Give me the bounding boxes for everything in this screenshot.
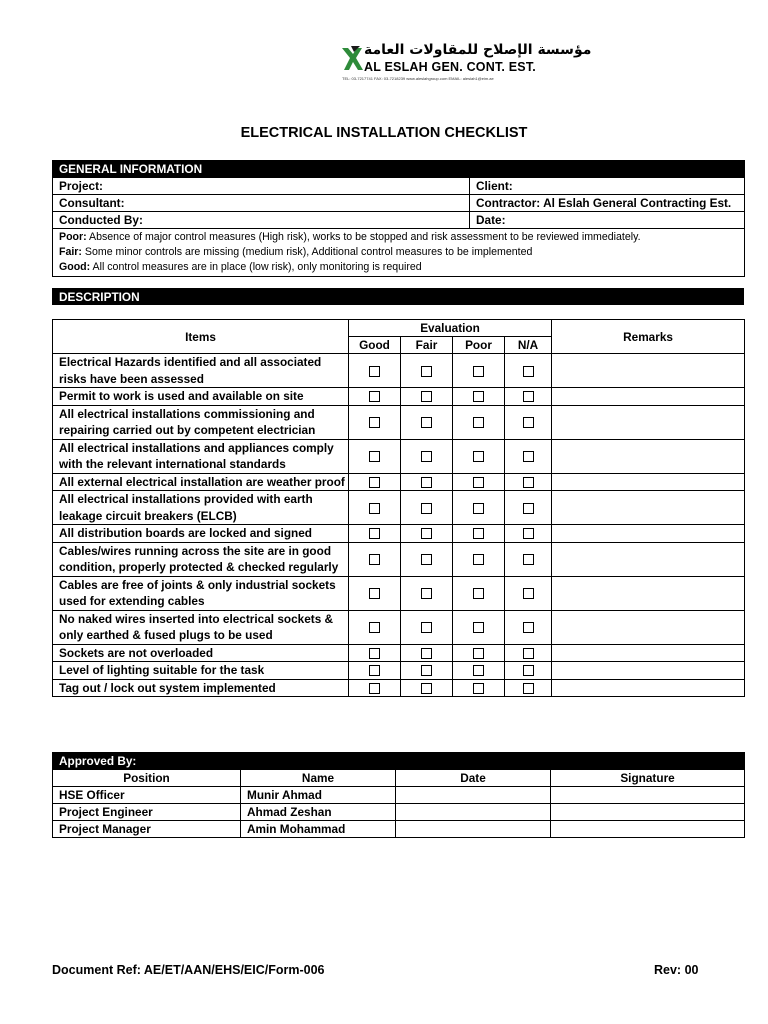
checkbox-cell-fair — [401, 439, 453, 473]
checkbox-poor[interactable] — [473, 477, 484, 488]
document-reference: Document Ref: AE/ET/AAN/EHS/EIC/Form-006 — [52, 963, 325, 977]
checkbox-fair[interactable] — [421, 391, 432, 402]
table-row — [53, 388, 745, 406]
checkbox-na[interactable] — [523, 528, 534, 539]
checkbox-poor[interactable] — [473, 554, 484, 565]
checkbox-cell-poor — [453, 662, 505, 680]
checkbox-cell-fair — [401, 473, 453, 491]
approved-by-header: Approved By: — [53, 753, 745, 770]
checkbox-poor[interactable] — [473, 683, 484, 694]
checkbox-good[interactable] — [369, 528, 380, 539]
company-name-latin: AL ESLAH GEN. CONT. EST. — [364, 60, 536, 74]
checklist-item-label: Sockets are not overloaded — [53, 644, 349, 662]
checkbox-cell-good — [349, 576, 401, 610]
checkbox-cell-poor — [453, 525, 505, 543]
checkbox-na[interactable] — [523, 477, 534, 488]
checkbox-cell-good — [349, 525, 401, 543]
approval-name: Ahmad Zeshan — [241, 804, 396, 821]
checkbox-cell-na — [505, 576, 552, 610]
remarks-cell[interactable] — [552, 576, 745, 610]
checkbox-fair[interactable] — [421, 622, 432, 633]
checkbox-poor[interactable] — [473, 451, 484, 462]
approval-signature-cell[interactable] — [551, 804, 745, 821]
client-field[interactable]: Client: — [470, 178, 745, 195]
checkbox-poor[interactable] — [473, 622, 484, 633]
approval-signature-cell[interactable] — [551, 787, 745, 804]
checkbox-cell-good — [349, 610, 401, 644]
date-column-header: Date — [396, 770, 551, 787]
company-contact-line: TEL: 03-7217741 FAX: 03-7218239 www.aleslahgroup.com EMAIL: aleslah1@eim.ae — [342, 76, 494, 81]
checkbox-cell-good — [349, 473, 401, 491]
checkbox-good[interactable] — [369, 588, 380, 599]
checkbox-poor[interactable] — [473, 417, 484, 428]
remarks-cell[interactable] — [552, 473, 745, 491]
checkbox-poor[interactable] — [473, 366, 484, 377]
checkbox-cell-good — [349, 439, 401, 473]
checkbox-cell-good — [349, 662, 401, 680]
page-title: ELECTRICAL INSTALLATION CHECKLIST — [240, 125, 528, 141]
rating-legend — [53, 229, 745, 277]
checklist-item-label: No naked wires inserted into electrical sockets & only earthed & fused plugs to be used — [53, 610, 349, 644]
remarks-cell[interactable] — [552, 439, 745, 473]
checkbox-good[interactable] — [369, 477, 380, 488]
eval-na-header: N/A — [505, 337, 552, 354]
company-logo-mark-icon — [340, 44, 364, 74]
checkbox-cell-na — [505, 491, 552, 525]
checkbox-cell-poor — [453, 644, 505, 662]
eval-good-header: Good — [349, 337, 401, 354]
checkbox-cell-fair — [401, 662, 453, 680]
checklist-table — [52, 319, 745, 697]
checkbox-cell-fair — [401, 679, 453, 697]
checkbox-poor[interactable] — [473, 648, 484, 659]
legend-poor: Poor: Absence of major control measures (High risk), works to be stopped and risk assessment to be reviewed immediately. — [59, 231, 641, 243]
checklist-item-label: Level of lighting suitable for the task — [53, 662, 349, 680]
checkbox-cell-na — [505, 662, 552, 680]
checkbox-na[interactable] — [523, 554, 534, 565]
checkbox-cell-poor — [453, 610, 505, 644]
checklist-item-label: All electrical installations commissioning and repairing carried out by competent electrician — [53, 405, 349, 439]
checkbox-cell-na — [505, 405, 552, 439]
checklist-item-label: Electrical Hazards identified and all associated risks have been assessed — [53, 354, 349, 388]
checkbox-good[interactable] — [369, 683, 380, 694]
name-column-header: Name — [241, 770, 396, 787]
checkbox-na[interactable] — [523, 451, 534, 462]
description-bar — [52, 288, 744, 305]
checkbox-cell-good — [349, 542, 401, 576]
checkbox-cell-poor — [453, 473, 505, 491]
approval-row — [53, 804, 745, 821]
checkbox-cell-good — [349, 679, 401, 697]
contractor-field[interactable]: Contractor: Al Eslah General Contracting Est. — [470, 195, 745, 212]
checkbox-cell-fair — [401, 491, 453, 525]
checkbox-cell-fair — [401, 576, 453, 610]
signature-column-header: Signature — [551, 770, 745, 787]
checkbox-poor[interactable] — [473, 503, 484, 514]
table-row — [53, 644, 745, 662]
approval-row — [53, 787, 745, 804]
position-column-header: Position — [53, 770, 241, 787]
table-row — [53, 525, 745, 543]
approval-date-cell[interactable] — [396, 821, 551, 838]
checkbox-fair[interactable] — [421, 503, 432, 514]
checklist-item-label: All distribution boards are locked and signed — [53, 525, 349, 543]
checkbox-cell-na — [505, 525, 552, 543]
checkbox-fair[interactable] — [421, 477, 432, 488]
table-row — [53, 439, 745, 473]
checkbox-cell-poor — [453, 491, 505, 525]
checkbox-na[interactable] — [523, 683, 534, 694]
checkbox-good[interactable] — [369, 503, 380, 514]
table-row — [53, 662, 745, 680]
checkbox-cell-fair — [401, 388, 453, 406]
checkbox-fair[interactable] — [421, 554, 432, 565]
checkbox-fair[interactable] — [421, 665, 432, 676]
checklist-item-label: All external electrical installation are weather proof — [53, 473, 349, 491]
table-row — [53, 542, 745, 576]
legend-good: Good: All control measures are in place (low risk), only monitoring is required — [59, 261, 422, 273]
checkbox-na[interactable] — [523, 391, 534, 402]
remarks-cell[interactable] — [552, 679, 745, 697]
consultant-field[interactable]: Consultant: — [53, 195, 470, 212]
checkbox-cell-na — [505, 354, 552, 388]
approval-signature-cell[interactable] — [551, 821, 745, 838]
checkbox-na[interactable] — [523, 648, 534, 659]
table-row — [53, 491, 745, 525]
checkbox-fair[interactable] — [421, 417, 432, 428]
project-field[interactable]: Project: — [53, 178, 470, 195]
checkbox-na[interactable] — [523, 588, 534, 599]
checkbox-good[interactable] — [369, 417, 380, 428]
evaluation-column-header: Evaluation — [349, 320, 552, 337]
table-row — [53, 473, 745, 491]
checklist-item-label: Permit to work is used and available on site — [53, 388, 349, 406]
company-logo — [340, 42, 592, 86]
approval-table — [52, 752, 745, 838]
checkbox-cell-fair — [401, 405, 453, 439]
company-name-arabic: مؤسسة الإصلاح للمقاولات العامة — [364, 42, 592, 58]
approval-name: Munir Ahmad — [241, 787, 396, 804]
checkbox-good[interactable] — [369, 451, 380, 462]
checkbox-fair[interactable] — [421, 648, 432, 659]
checkbox-cell-poor — [453, 354, 505, 388]
checkbox-cell-fair — [401, 354, 453, 388]
checkbox-na[interactable] — [523, 503, 534, 514]
checkbox-cell-poor — [453, 439, 505, 473]
description-header: DESCRIPTION — [53, 289, 744, 305]
items-column-header: Items — [53, 320, 349, 354]
remarks-cell[interactable] — [552, 610, 745, 644]
checkbox-cell-na — [505, 644, 552, 662]
eval-fair-header: Fair — [401, 337, 453, 354]
remarks-cell[interactable] — [552, 662, 745, 680]
checkbox-cell-good — [349, 388, 401, 406]
checkbox-good[interactable] — [369, 366, 380, 377]
checkbox-cell-na — [505, 473, 552, 491]
checkbox-cell-poor — [453, 576, 505, 610]
checkbox-fair[interactable] — [421, 451, 432, 462]
checkbox-cell-na — [505, 610, 552, 644]
checkbox-cell-na — [505, 439, 552, 473]
approval-row — [53, 821, 745, 838]
table-row — [53, 679, 745, 697]
eval-poor-header: Poor — [453, 337, 505, 354]
checkbox-cell-poor — [453, 542, 505, 576]
checklist-item-label: All electrical installations and appliances comply with the relevant international standards — [53, 439, 349, 473]
checkbox-cell-good — [349, 644, 401, 662]
checkbox-cell-good — [349, 405, 401, 439]
checkbox-cell-fair — [401, 610, 453, 644]
checklist-item-label: All electrical installations provided with earth leakage circuit breakers (ELCB) — [53, 491, 349, 525]
checkbox-cell-good — [349, 491, 401, 525]
remarks-cell[interactable] — [552, 405, 745, 439]
remarks-column-header: Remarks — [552, 320, 745, 354]
checkbox-fair[interactable] — [421, 366, 432, 377]
checkbox-poor[interactable] — [473, 588, 484, 599]
checkbox-good[interactable] — [369, 648, 380, 659]
checklist-item-label: Cables are free of joints & only industrial sockets used for extending cables — [53, 576, 349, 610]
checkbox-cell-poor — [453, 405, 505, 439]
checkbox-cell-fair — [401, 542, 453, 576]
approval-position: Project Manager — [53, 821, 241, 838]
checkbox-cell-fair — [401, 525, 453, 543]
checkbox-cell-poor — [453, 388, 505, 406]
revision-number: Rev: 00 — [654, 963, 699, 977]
checkbox-poor[interactable] — [473, 391, 484, 402]
checkbox-fair[interactable] — [421, 588, 432, 599]
checkbox-na[interactable] — [523, 417, 534, 428]
checkbox-cell-poor — [453, 679, 505, 697]
checkbox-poor[interactable] — [473, 665, 484, 676]
checkbox-na[interactable] — [523, 665, 534, 676]
checkbox-fair[interactable] — [421, 683, 432, 694]
checkbox-na[interactable] — [523, 622, 534, 633]
checkbox-cell-na — [505, 679, 552, 697]
checkbox-na[interactable] — [523, 366, 534, 377]
checklist-item-label: Cables/wires running across the site are in good condition, properly protected & checked regularly — [53, 542, 349, 576]
checkbox-good[interactable] — [369, 622, 380, 633]
checkbox-cell-good — [349, 354, 401, 388]
remarks-cell[interactable] — [552, 491, 745, 525]
table-row — [53, 610, 745, 644]
approval-position: Project Engineer — [53, 804, 241, 821]
remarks-cell[interactable] — [552, 354, 745, 388]
date-field[interactable]: Date: — [470, 212, 745, 229]
general-information-table — [52, 160, 745, 277]
conducted-by-field[interactable]: Conducted By: — [53, 212, 470, 229]
checklist-item-label: Tag out / lock out system implemented — [53, 679, 349, 697]
checkbox-cell-fair — [401, 644, 453, 662]
checkbox-fair[interactable] — [421, 528, 432, 539]
table-row — [53, 405, 745, 439]
remarks-cell[interactable] — [552, 542, 745, 576]
checkbox-poor[interactable] — [473, 528, 484, 539]
checkbox-good[interactable] — [369, 554, 380, 565]
remarks-cell[interactable] — [552, 388, 745, 406]
approval-date-cell[interactable] — [396, 787, 551, 804]
remarks-cell[interactable] — [552, 525, 745, 543]
checkbox-good[interactable] — [369, 665, 380, 676]
general-information-header: GENERAL INFORMATION — [53, 161, 745, 178]
checkbox-good[interactable] — [369, 391, 380, 402]
table-row — [53, 354, 745, 388]
checkbox-cell-na — [505, 542, 552, 576]
checkbox-cell-na — [505, 388, 552, 406]
table-row — [53, 576, 745, 610]
approval-date-cell[interactable] — [396, 804, 551, 821]
approval-position: HSE Officer — [53, 787, 241, 804]
approval-name: Amin Mohammad — [241, 821, 396, 838]
legend-fair: Fair: Some minor controls are missing (medium risk), Additional control measures to be implemented — [59, 246, 533, 258]
remarks-cell[interactable] — [552, 644, 745, 662]
